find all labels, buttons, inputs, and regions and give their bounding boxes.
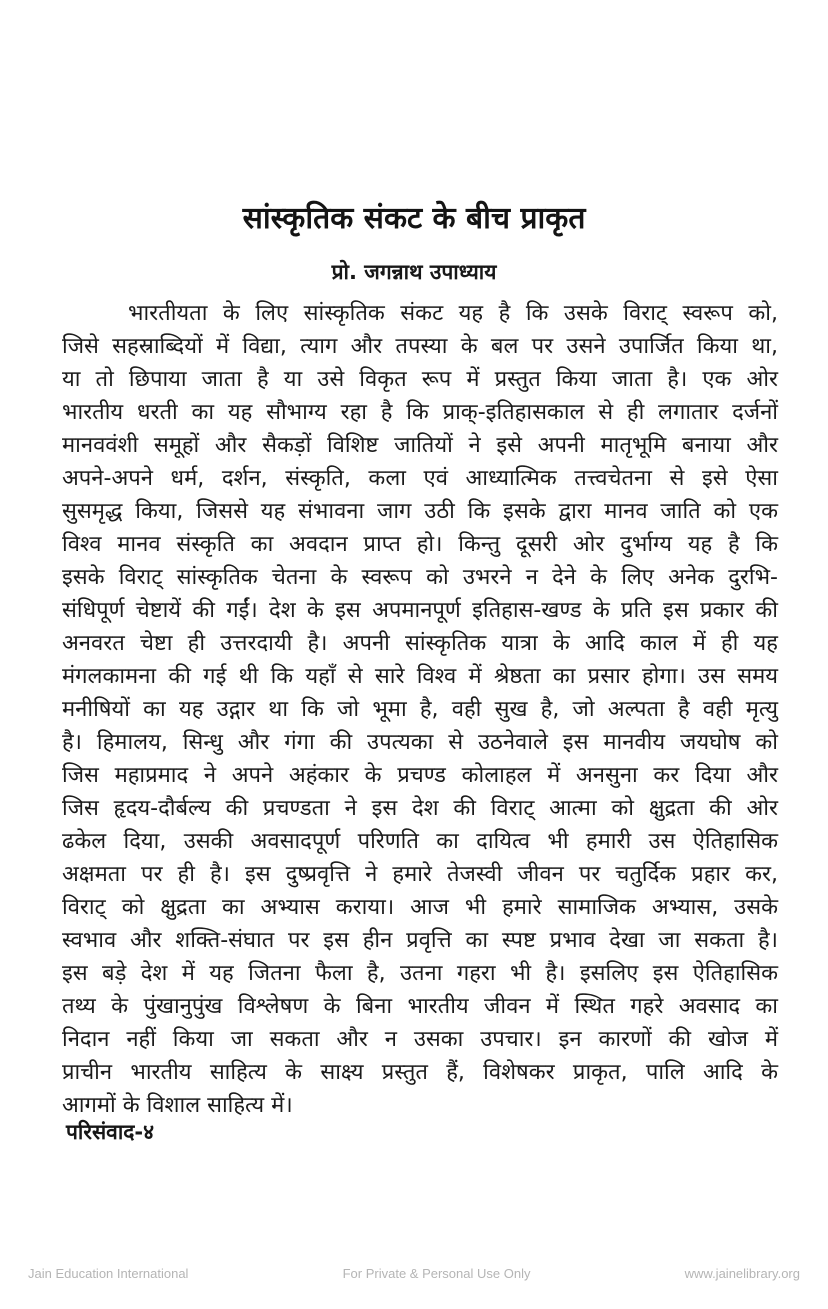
body-text-line: सुसमृद्ध किया, जिससे यह संभावना जाग उठी कि इसके द्वारा मानव जाति को एक (62, 499, 778, 524)
body-text-line: प्राचीन भारतीय साहित्य के साक्ष्य प्रस्तुत हैं, विशेषकर प्राकृत, पालि आदि के (62, 1060, 778, 1085)
body-text-line: है। हिमालय, सिन्धु और गंगा की उपत्यका से उठनेवाले इस मानवीय जयघोष को (62, 730, 778, 755)
watermark-bar (28, 1266, 800, 1281)
author-name: प्रो. जगन्नाथ उपाध्याय (331, 260, 497, 284)
body-text (62, 297, 778, 1122)
body-text-line: या तो छिपाया जाता है या उसे विकृत रूप में प्रस्तुत किया जाता है। एक ओर (62, 367, 778, 392)
body-text-line: आगमों के विशाल साहित्य में। (62, 1093, 293, 1118)
page-title: सांस्कृतिक संकट के बीच प्राकृत (242, 201, 586, 236)
body-text-line: भारतीय धरती का यह सौभाग्य रहा है कि प्राक्-इतिहासकाल से ही लगातार दर्जनों (62, 400, 778, 425)
body-text-line: तथ्य के पुंखानुपुंख विश्लेषण के बिना भारतीय जीवन में स्थित गहरे अवसाद का (62, 994, 778, 1019)
body-text-line: मंगलकामना की गई थी कि यहाँ से सारे विश्व में श्रेष्ठता का प्रसार होगा। उस समय (62, 664, 778, 689)
body-text-line: मानववंशी समूहों और सैकड़ों विशिष्ट जातियों ने इसे अपनी मातृभूमि बनाया और (62, 433, 778, 458)
body-text-line: अपने-अपने धर्म, दर्शन, संस्कृति, कला एवं आध्यात्मिक तत्त्वचेतना से इसे ऐसा (62, 466, 778, 491)
body-text-line: भारतीयता के लिए सांस्कृतिक संकट यह है कि उसके विराट् स्वरूप को, (128, 301, 778, 326)
watermark-right: www.jainelibrary.org (684, 1266, 800, 1281)
body-text-line: जिस हृदय-दौर्बल्य की प्रचण्डता ने इस देश की विराट् आत्मा को क्षुद्रता की ओर (62, 796, 778, 821)
body-text-line: मनीषियों का यह उद्गार था कि जो भूमा है, वही सुख है, जो अल्पता है वही मृत्यु (62, 697, 778, 722)
watermark-center: For Private & Personal Use Only (342, 1266, 531, 1281)
body-text-line: अनवरत चेष्टा ही उत्तरदायी है। अपनी सांस्कृतिक यात्रा के आदि काल में ही यह (62, 631, 778, 656)
body-text-line: विश्व मानव संस्कृति का अवदान प्राप्त हो। किन्तु दूसरी ओर दुर्भाग्य यह है कि (62, 532, 778, 557)
body-text-line: इसके विराट् सांस्कृतिक चेतना के स्वरूप को उभरने न देने के लिए अनेक दुरभि- (62, 565, 778, 590)
body-text-line: ढकेल दिया, उसकी अवसादपूर्ण परिणति का दायित्व भी हमारी उस ऐतिहासिक (62, 829, 778, 854)
section-footer-label: परिसंवाद-४ (66, 1120, 155, 1144)
body-text-line: विराट् को क्षुद्रता का अभ्यास कराया। आज भी हमारे सामाजिक अभ्यास, उसके (62, 895, 778, 920)
body-text-line: अक्षमता पर ही है। इस दुष्प्रवृत्ति ने हमारे तेजस्वी जीवन पर चतुर्दिक प्रहार कर, (62, 862, 778, 887)
body-text-line: निदान नहीं किया जा सकता और न उसका उपचार। इन कारणों की खोज में (62, 1027, 778, 1052)
body-text-line: जिस महाप्रमाद ने अपने अहंकार के प्रचण्ड कोलाहल में अनसुना कर दिया और (62, 763, 778, 788)
watermark-left: Jain Education International (28, 1266, 189, 1281)
body-text-line: संधिपूर्ण चेष्टायें की गईं। देश के इस अपमानपूर्ण इतिहास-खण्ड के प्रति इस प्रकार की (62, 598, 778, 623)
body-text-line: इस बड़े देश में यह जितना फैला है, उतना गहरा भी है। इसलिए इस ऐतिहासिक (62, 961, 778, 986)
body-text-line: जिसे सहस्राब्दियों में विद्या, त्याग और तपस्या के बल पर उसने उपार्जित किया था, (62, 334, 778, 359)
body-text-line: स्वभाव और शक्ति-संघात पर इस हीन प्रवृत्ति का स्पष्ट प्रभाव देखा जा सकता है। (62, 928, 778, 953)
